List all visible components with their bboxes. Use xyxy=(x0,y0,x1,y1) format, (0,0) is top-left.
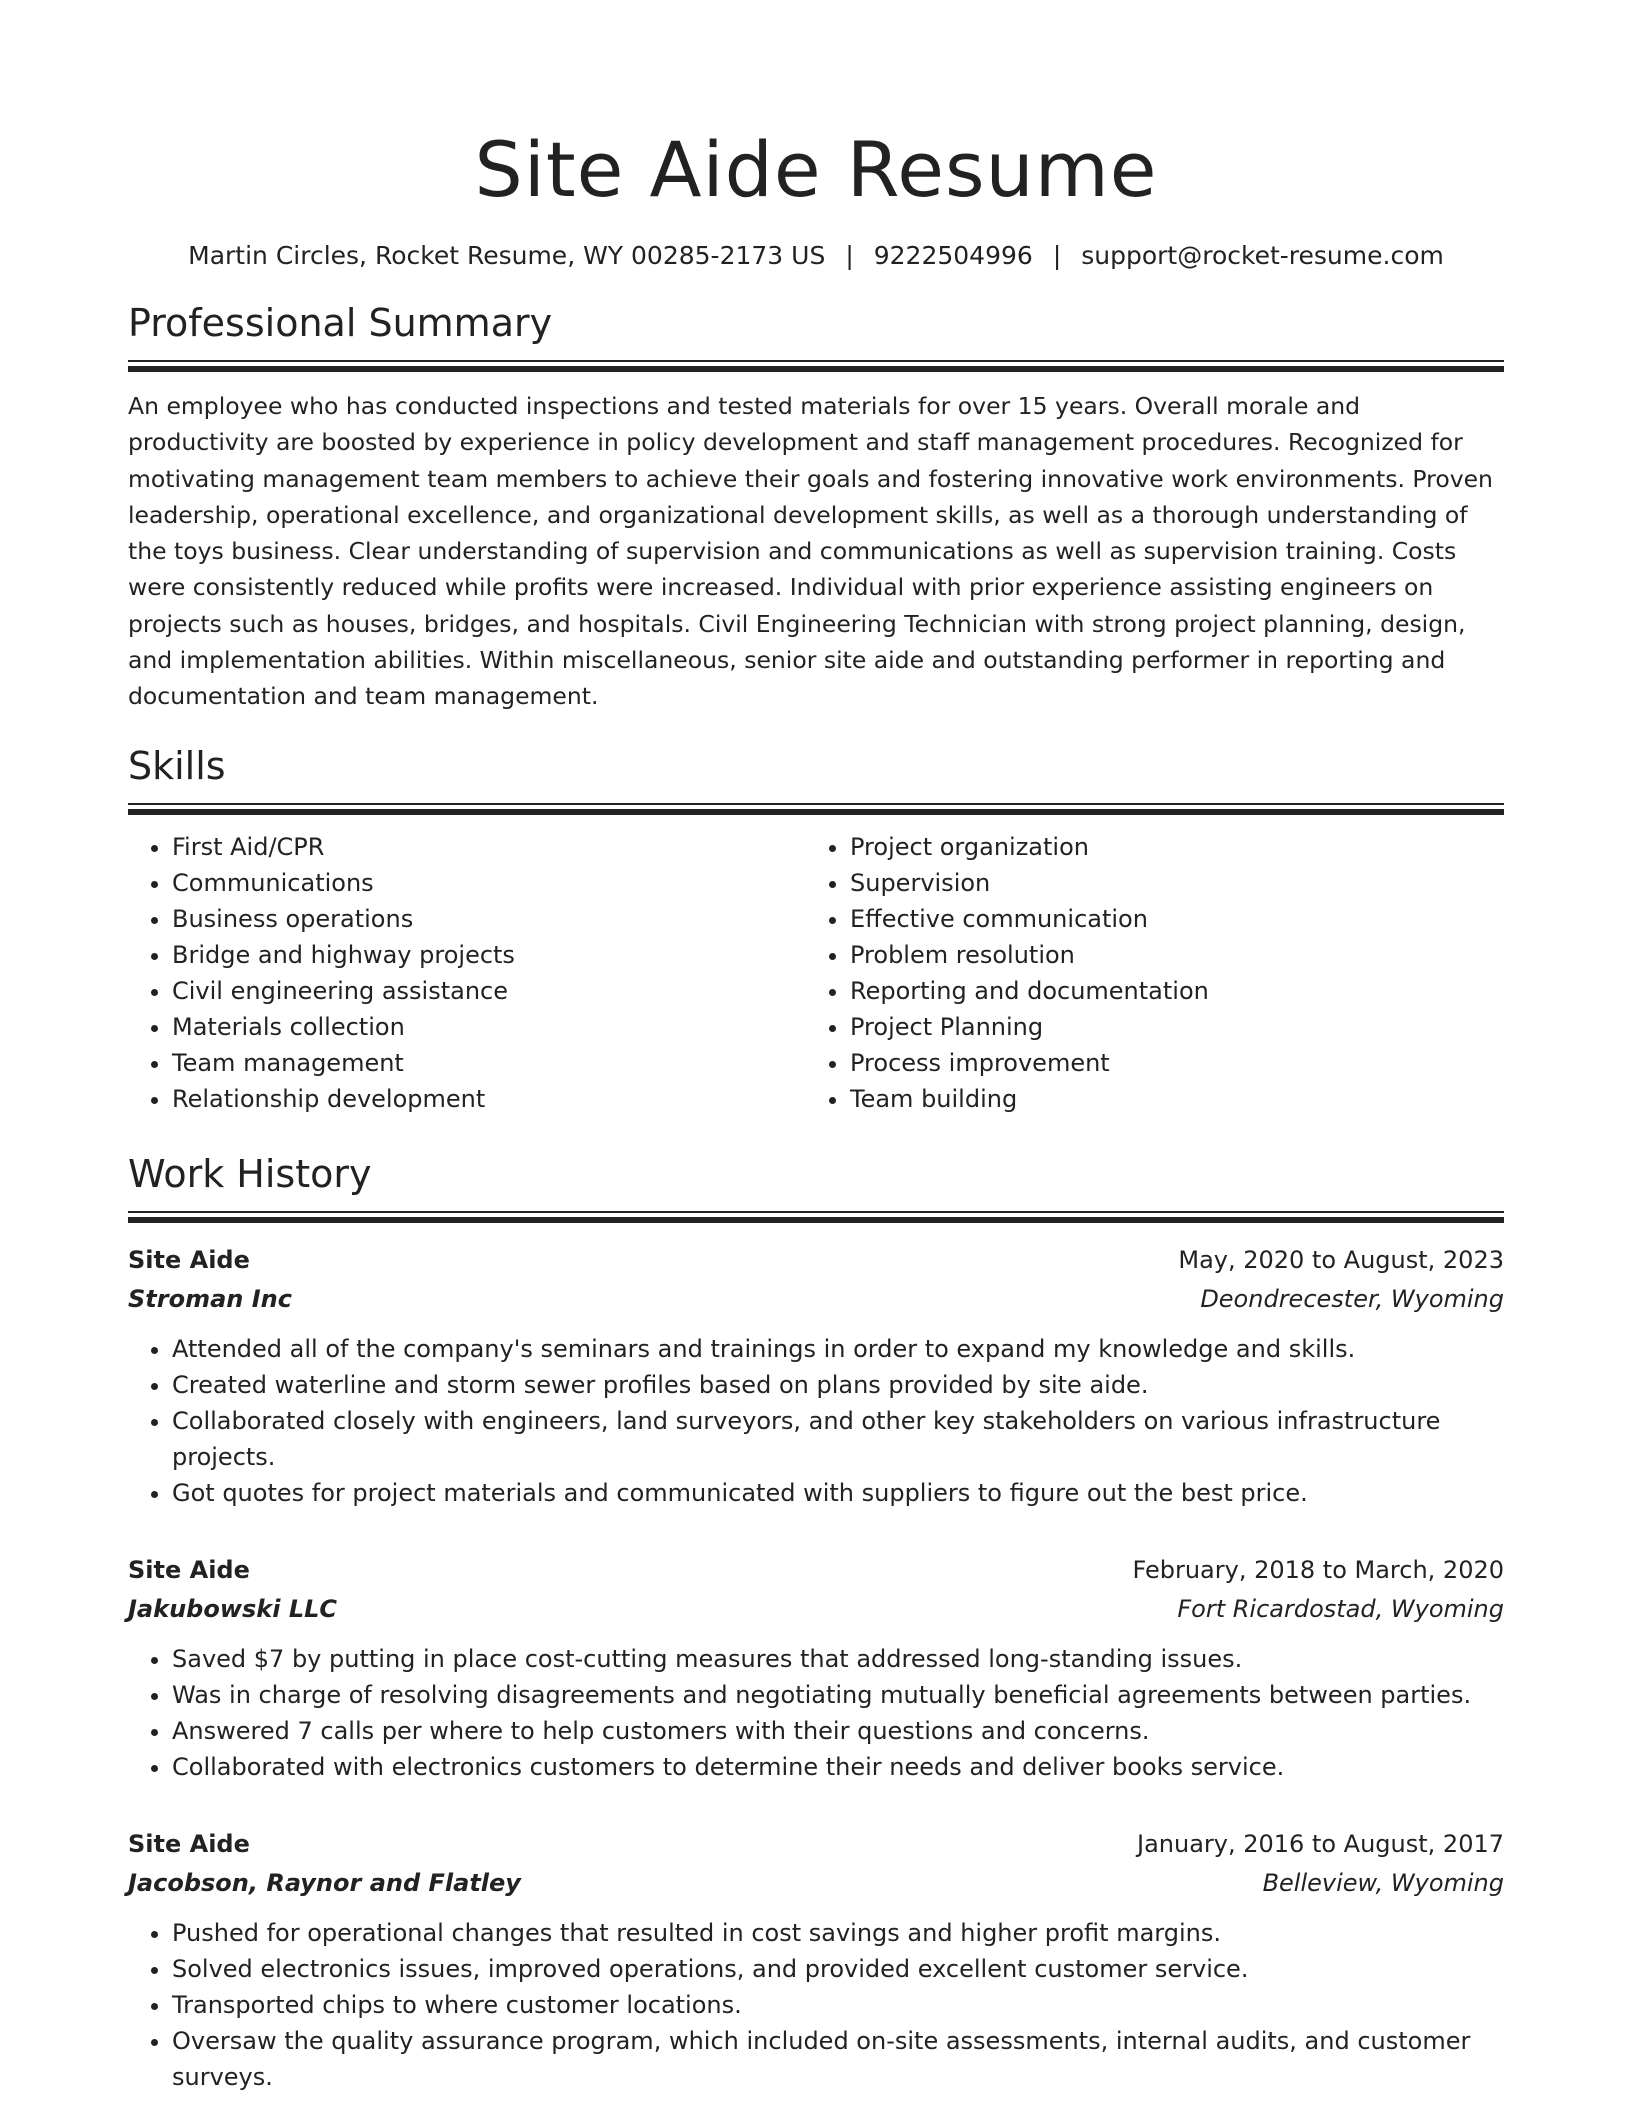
summary-text: An employee who has conducted inspections and tested materials for over 15 years. Overall morale and productivity are boosted by experience in policy development and staff management procedures. Recognized for motivating management team members to achieve their goals and fostering innovative work environments. Proven leadership, operational excellence, and organizational development skills, as well as a thorough understanding of the toys business. Clear understanding of supervision and communications as well as supervision training. Costs were consistently reduced while profits were increased. Individual with prior experience assisting engineers on projects such as houses, bridges, and hospitals. Civil Engineering Technician with strong project planning, design, and implementation abilities. Within miscellaneous, senior site aide and outstanding performer in reporting and documentation and team management. xyxy=(128,392,1493,711)
skills-section xyxy=(128,741,1504,1117)
job-location: Deondrecester, Wyoming xyxy=(1200,1284,1504,1313)
section-divider-thin xyxy=(128,360,1504,362)
job-bullet: • Created waterline and storm sewer profiles based on plans provided by site aide. xyxy=(172,1367,1504,1403)
job-dates: February, 2018 to March, 2020 xyxy=(1132,1555,1504,1584)
job-company-row xyxy=(128,1590,1504,1629)
job-header-row xyxy=(128,1241,1504,1280)
section-divider-thick xyxy=(128,1217,1504,1223)
section-heading-skills: Skills xyxy=(128,743,226,788)
contact-separator: | xyxy=(1052,241,1062,270)
job-bullet: • Solved electronics issues, improved operations, and provided excellent customer service. xyxy=(172,1951,1504,1987)
job-company-row xyxy=(128,1280,1504,1319)
skill-item: • Civil engineering assistance xyxy=(172,973,806,1009)
job-entry xyxy=(128,1551,1504,1785)
job-bullet: • Saved $7 by putting in place cost-cutting measures that addressed long-standing issues. xyxy=(172,1641,1504,1677)
contact-address: Martin Circles, Rocket Resume, WY 00285-2173 US xyxy=(188,241,826,270)
job-bullet: • Got quotes for project materials and communicated with suppliers to figure out the best price. xyxy=(172,1475,1504,1511)
job-entry xyxy=(128,1825,1504,2095)
contact-email: support@rocket-resume.com xyxy=(1081,241,1444,270)
skill-item: • Project organization xyxy=(850,829,1484,865)
job-bullets xyxy=(128,1641,1504,1785)
job-bullet: • Collaborated with electronics customers to determine their needs and deliver books service. xyxy=(172,1749,1504,1785)
section-divider-thin xyxy=(128,1211,1504,1213)
job-bullet: • Transported chips to where customer locations. xyxy=(172,1987,1504,2023)
section-divider-thick xyxy=(128,809,1504,815)
section-divider-thin xyxy=(128,803,1504,805)
skill-item: • Communications xyxy=(172,865,806,901)
job-title: Site Aide xyxy=(128,1555,250,1584)
job-company-row xyxy=(128,1864,1504,1903)
job-company: Jacobson, Raynor and Flatley xyxy=(128,1868,521,1897)
job-location: Belleview, Wyoming xyxy=(1262,1868,1504,1897)
job-bullets xyxy=(128,1331,1504,1511)
section-divider-thick xyxy=(128,366,1504,372)
job-bullets xyxy=(128,1915,1504,2095)
contact-phone: 9222504996 xyxy=(873,241,1033,270)
professional-summary-section xyxy=(128,298,1504,715)
job-bullet: • Attended all of the company's seminars and trainings in order to expand my knowledge and skills. xyxy=(172,1331,1504,1367)
skill-item: • Effective communication xyxy=(850,901,1484,937)
section-heading-summary: Professional Summary xyxy=(128,301,553,345)
job-bullet: • Oversaw the quality assurance program, which included on-site assessments, internal audits, and customer surveys. xyxy=(172,2023,1504,2095)
skill-item: • Supervision xyxy=(850,865,1484,901)
job-bullet: • Was in charge of resolving disagreements and negotiating mutually beneficial agreements between parties. xyxy=(172,1677,1504,1713)
job-bullet: • Answered 7 calls per where to help customers with their questions and concerns. xyxy=(172,1713,1504,1749)
job-dates: May, 2020 to August, 2023 xyxy=(1178,1245,1504,1274)
skills-columns xyxy=(128,829,1504,1117)
job-header-row xyxy=(128,1825,1504,1864)
skill-item: • Process improvement xyxy=(850,1045,1484,1081)
skill-item: • Team building xyxy=(850,1081,1484,1117)
resume-page xyxy=(128,0,1504,2095)
work-history-section xyxy=(128,1149,1504,2095)
resume-title: Site Aide Resume xyxy=(474,125,1158,214)
skill-item: • Project Planning xyxy=(850,1009,1484,1045)
section-heading-work-history: Work History xyxy=(128,1151,372,1196)
skill-item: • First Aid/CPR xyxy=(172,829,806,865)
skill-item: • Bridge and highway projects xyxy=(172,937,806,973)
job-header-row xyxy=(128,1551,1504,1590)
contact-separator: | xyxy=(845,241,854,270)
skills-list-right xyxy=(806,829,1484,1117)
skill-item: • Team management xyxy=(172,1045,806,1081)
job-location: Fort Ricardostad, Wyoming xyxy=(1177,1594,1504,1623)
job-title: Site Aide xyxy=(128,1829,250,1858)
job-company: Stroman Inc xyxy=(128,1284,292,1313)
job-title: Site Aide xyxy=(128,1245,250,1274)
job-entry xyxy=(128,1241,1504,1511)
skill-item: • Problem resolution xyxy=(850,937,1484,973)
skill-item: • Materials collection xyxy=(172,1009,806,1045)
skills-list-left xyxy=(128,829,806,1117)
job-company: Jakubowski LLC xyxy=(128,1594,338,1623)
skill-item: • Reporting and documentation xyxy=(850,973,1484,1009)
skill-item: • Business operations xyxy=(172,901,806,937)
job-bullet: • Collaborated closely with engineers, land surveyors, and other key stakeholders on various infrastructure projects. xyxy=(172,1403,1504,1475)
skill-item: • Relationship development xyxy=(172,1081,806,1117)
job-bullet: • Pushed for operational changes that resulted in cost savings and higher profit margins. xyxy=(172,1915,1504,1951)
job-dates: January, 2016 to August, 2017 xyxy=(1137,1829,1504,1858)
contact-line xyxy=(128,238,1504,274)
